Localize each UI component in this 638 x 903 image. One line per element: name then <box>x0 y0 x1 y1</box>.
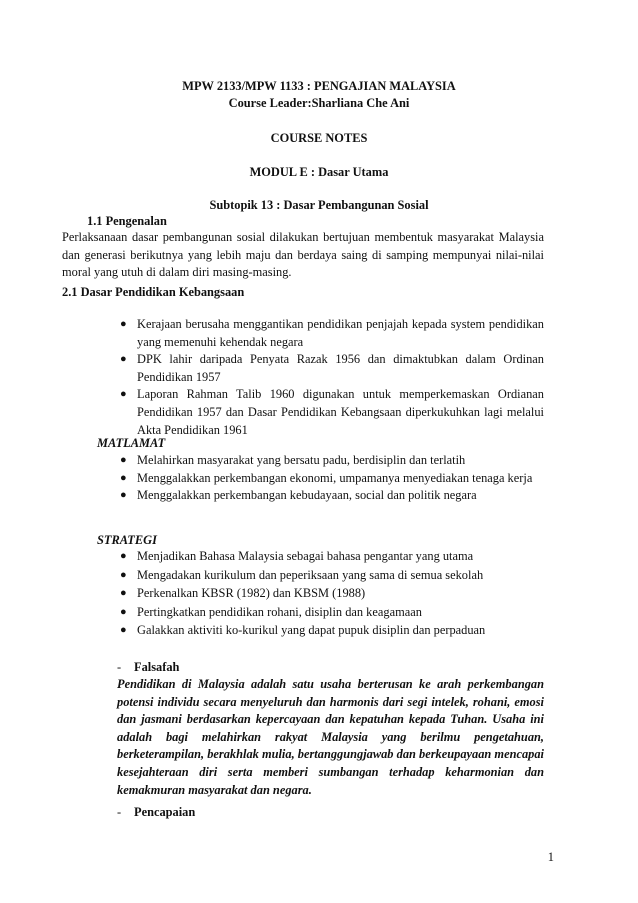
bullet-icon: ● <box>120 353 127 366</box>
bullet-icon: ● <box>120 550 127 562</box>
matlamat-list <box>120 452 544 505</box>
modul-title: MODUL E : Dasar Utama <box>249 165 389 179</box>
list-item: ● Pertingkatkan pendidikan rohani, disiplin dan keagamaan <box>137 604 544 622</box>
list-item: ● Menggalakkan perkembangan ekonomi, umpamanya menyediakan tenaga kerja <box>137 470 544 488</box>
strategi-list <box>120 548 544 640</box>
intro-paragraph: Perlaksanaan dasar pembangunan sosial dilakukan bertujuan membentuk masyarakat Malaysia dan generasi berikutnya yang lebih maju dan berdaya saing di samping mempunyai nilai-nilai moral yang utuh di dalam diri masing-masing. <box>62 230 544 280</box>
course-leader: Course Leader:Sharliana Che Ani <box>228 96 410 110</box>
bullet-icon: ● <box>120 318 127 330</box>
list-item: ● Kerajaan berusaha menggantikan pendidikan penjajah kepada system pendidikan yang memenuhi kehendak negara <box>120 317 544 349</box>
bullet-icon: ● <box>120 568 127 581</box>
list-item: ● Perkenalkan KBSR (1982) dan KBSM (1988) <box>137 585 544 603</box>
list-item: ● Melahirkan masyarakat yang bersatu padu, berdisiplin dan terlatih <box>137 452 544 470</box>
matlamat-heading: MATLAMAT <box>97 436 166 450</box>
dpk-bullet-list <box>120 316 544 439</box>
list-item: ● Mengadakan kurikulum dan peperiksaan yang sama di semua sekolah <box>137 567 544 585</box>
falsafah-heading: Falsafah <box>134 660 180 674</box>
falsafah-dash: - <box>117 660 122 674</box>
strategi-heading: STRATEGI <box>97 533 157 547</box>
bullet-icon: ● <box>120 624 127 637</box>
course-code-title: MPW 2133/MPW 1133 : PENGAJIAN MALAYSIA <box>182 79 456 93</box>
bullet-icon: ● <box>120 388 127 401</box>
list-item: ● Laporan Rahman Talib 1960 digunakan untuk memperkemaskan Ordianan Pendidikan 1957 dan Dasar Pendidikan Kebangsaan diperkukuhkan lagi melalui Akta Pendidikan 1961 <box>120 387 544 437</box>
bullet-icon: ● <box>120 605 127 618</box>
bullet-icon: ● <box>120 587 127 600</box>
falsafah-paragraph: Pendidikan di Malaysia adalah satu usaha berterusan ke arah perkembangan potensi individu secara menyeluruh dan harmonis dari segi intelek, rohani, emosi dan jasmani berdasarkan kepercayaan dan kepatuhan kepada Tuhan. Usaha ini adalah bagi melahirkan rakyat Malaysia yang berilmu pengetahuan, berketerampilan, berakhlak mulia, bertanggungjawab dan berkeupayaan mencapai kesejahteraan diri serta memberi sumbangan terhadap keharmonian dan kemakmuran masyarakat dan negara. <box>117 677 544 797</box>
list-item: ● DPK lahir daripada Penyata Razak 1956 dan dimaktubkan dalam Ordinan Pendidikan 1957 <box>120 352 544 384</box>
pencapaian-heading: Pencapaian <box>134 805 196 819</box>
bullet-icon: ● <box>120 489 127 502</box>
list-item: ● Menggalakkan perkembangan kebudayaan, social dan politik negara <box>137 487 544 505</box>
list-item: ● Menjadikan Bahasa Malaysia sebagai bahasa pengantar yang utama <box>137 548 544 566</box>
bullet-icon: ● <box>120 471 127 484</box>
list-item: ● Galakkan aktiviti ko-kurikul yang dapat pupuk disiplin dan perpaduan <box>137 622 544 640</box>
course-notes-title: COURSE NOTES <box>270 131 368 145</box>
page-number: 1 <box>547 850 554 864</box>
subtopik-title: Subtopik 13 : Dasar Pembangunan Sosial <box>209 198 429 212</box>
bullet-icon: ● <box>120 454 127 466</box>
section-heading: 2.1 Dasar Pendidikan Kebangsaan <box>62 285 245 299</box>
intro-heading: 1.1 Pengenalan <box>87 214 167 228</box>
pencapaian-dash: - <box>117 805 122 819</box>
